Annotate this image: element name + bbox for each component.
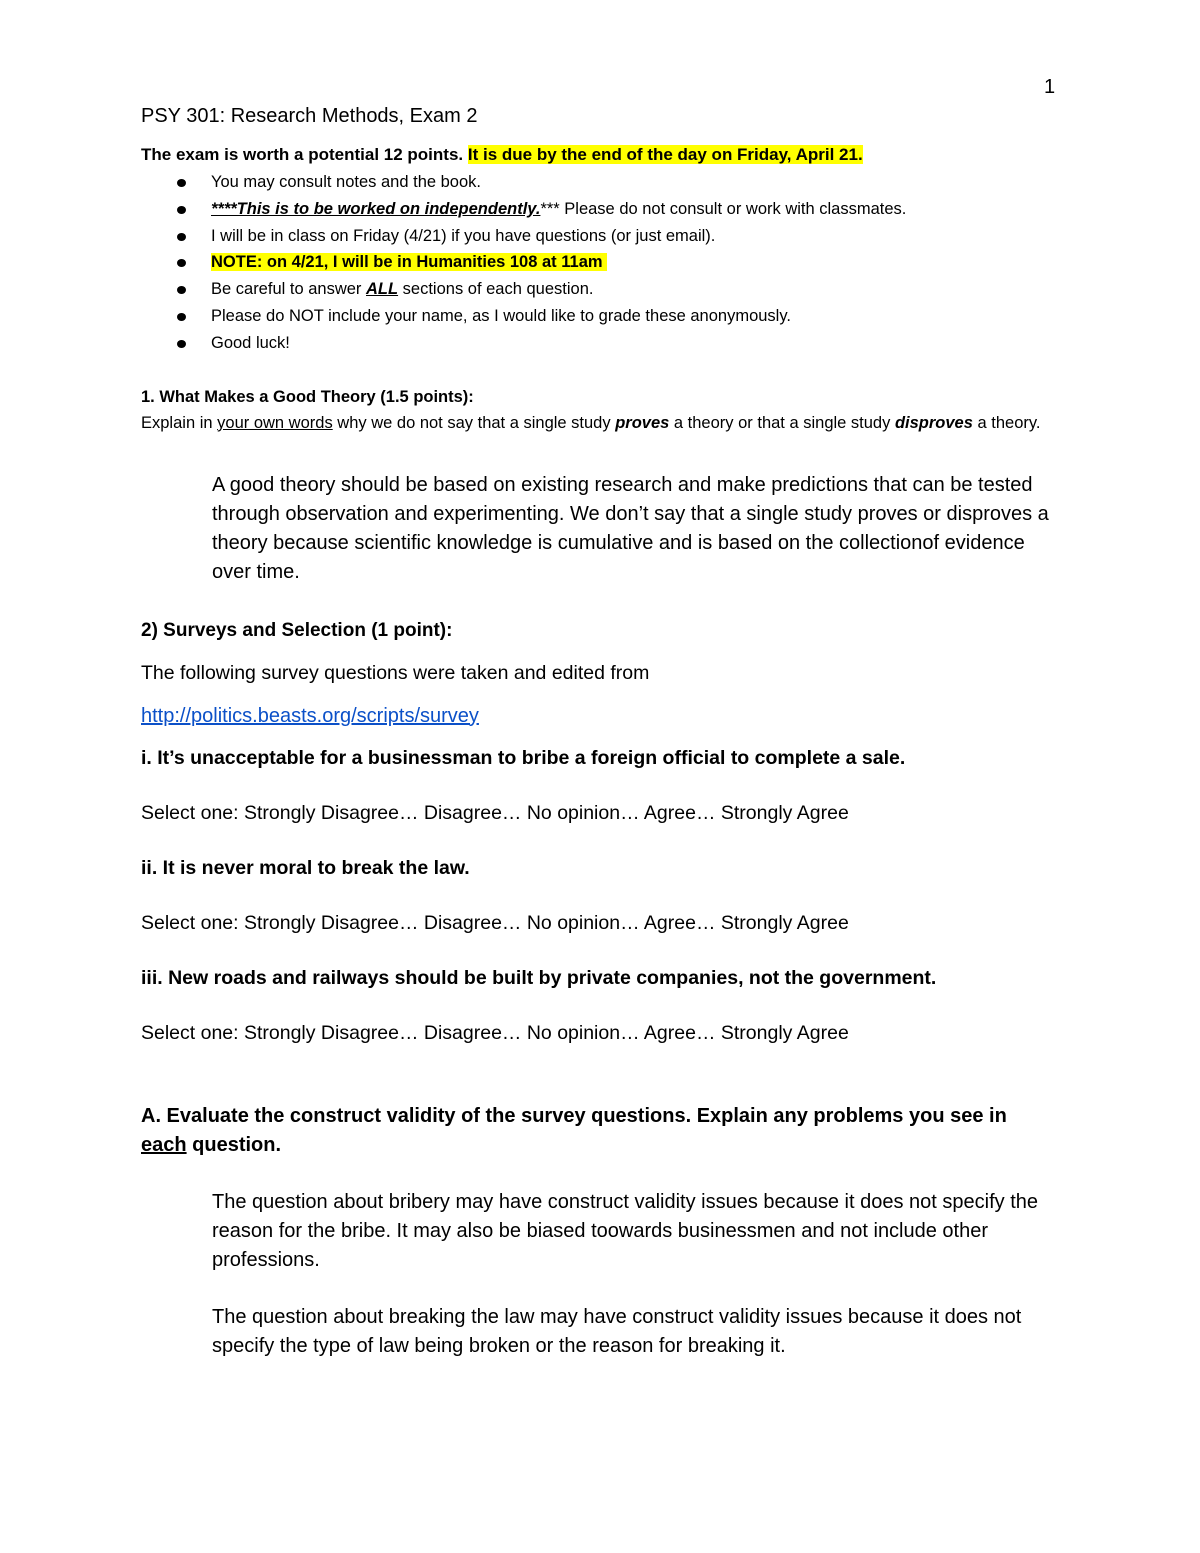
select-options-3: Select one: Strongly Disagree… Disagree… No opinion… Agree… Strongly Agree bbox=[141, 1021, 849, 1044]
bullet-icon bbox=[177, 313, 186, 321]
list-item bbox=[141, 276, 1061, 303]
instruction-text: I will be in class on Friday (4/21) if you have questions (or just email). bbox=[211, 226, 716, 245]
list-item bbox=[141, 169, 1061, 196]
select-options-2: Select one: Strongly Disagree… Disagree… No opinion… Agree… Strongly Agree bbox=[141, 911, 849, 934]
bullet-icon bbox=[177, 206, 186, 214]
prompt-text: why we do not say that a single study bbox=[332, 413, 616, 432]
prompt-text: Explain in bbox=[141, 413, 218, 432]
instruction-text: Good luck! bbox=[211, 333, 290, 352]
survey-source-text: The following survey questions were taken and edited from bbox=[141, 661, 650, 684]
instruction-text: You may consult notes and the book. bbox=[211, 173, 481, 191]
bullet-icon bbox=[177, 286, 186, 294]
part-a-text: question. bbox=[186, 1133, 282, 1156]
document-body bbox=[141, 100, 1061, 1361]
select-options-1: Select one: Strongly Disagree… Disagree… No opinion… Agree… Strongly Agree bbox=[141, 801, 849, 824]
instruction-text: Be careful to answer bbox=[211, 280, 366, 299]
bullet-icon bbox=[177, 259, 186, 267]
intro-points: The exam is worth a potential 12 points. bbox=[141, 145, 464, 164]
list-item bbox=[141, 303, 1061, 330]
exam-intro bbox=[141, 143, 1061, 167]
list-item-note bbox=[141, 249, 1061, 276]
answer-bribery: The question about bribery may have construct validity issues because it does not specify the reason for the bribe. It may also be biased toowards businessmen and not include other professions. bbox=[212, 1190, 1039, 1271]
question-2-heading: 2) Surveys and Selection (1 point): bbox=[141, 619, 453, 641]
prompt-text: a theory or that a single study bbox=[669, 413, 895, 432]
list-item bbox=[141, 223, 1061, 250]
instruction-text: *** Please do not consult or work with classmates. bbox=[540, 199, 907, 218]
list-item bbox=[141, 196, 1061, 223]
list-item bbox=[141, 330, 1061, 357]
survey-source-link[interactable]: http://politics.beasts.org/scripts/survey bbox=[141, 704, 479, 727]
prompt-emphasis: disproves bbox=[894, 413, 973, 432]
note-highlight: NOTE: on 4/21, I will be in Humanities 108 at 11am bbox=[211, 253, 607, 271]
prompt-underline: your own words bbox=[217, 413, 333, 432]
survey-question-3: iii. New roads and railways should be built by private companies, not the government. bbox=[141, 966, 937, 989]
part-a-prompt bbox=[141, 1102, 1051, 1160]
question-1-heading: 1. What Makes a Good Theory (1.5 points): bbox=[141, 387, 474, 406]
answer-law: The question about breaking the law may have construct validity issues because it does not specify the type of law being broken or the reason for breaking it. bbox=[212, 1305, 1022, 1357]
bullet-icon bbox=[177, 233, 186, 241]
prompt-emphasis: proves bbox=[615, 413, 670, 432]
prompt-text: a theory. bbox=[972, 413, 1041, 432]
instruction-emphasis: ALL bbox=[366, 280, 399, 299]
instruction-text: sections of each question. bbox=[398, 280, 594, 299]
question-1-prompt bbox=[141, 410, 1046, 436]
bullet-icon bbox=[177, 340, 186, 348]
instructions-list bbox=[141, 169, 1061, 357]
page-title: PSY 301: Research Methods, Exam 2 bbox=[141, 105, 478, 127]
bullet-icon bbox=[177, 179, 186, 187]
instruction-emphasis: ****This is to be worked on independently. bbox=[211, 199, 541, 218]
instruction-text: Please do NOT include your name, as I would like to grade these anonymously. bbox=[211, 306, 791, 325]
survey-question-1: i. It’s unacceptable for a businessman to bribe a foreign official to complete a sale. bbox=[141, 746, 906, 769]
intro-due-date-highlight: It is due by the end of the day on Friday, April 21. bbox=[467, 145, 863, 164]
part-a-text: A. Evaluate the construct validity of the survey questions. Explain any problems you see in bbox=[141, 1104, 1007, 1127]
question-1-answer: A good theory should be based on existing research and make predictions that can be tested through observation and experimenting. We don’t say that a single study proves or disproves a theory because scientific knowledge is cumulative and is based on the collectionof evidence over time. bbox=[212, 473, 1049, 583]
page-number: 1 bbox=[1044, 76, 1056, 98]
part-a-underline: each bbox=[141, 1133, 187, 1156]
survey-question-2: ii. It is never moral to break the law. bbox=[141, 856, 470, 879]
